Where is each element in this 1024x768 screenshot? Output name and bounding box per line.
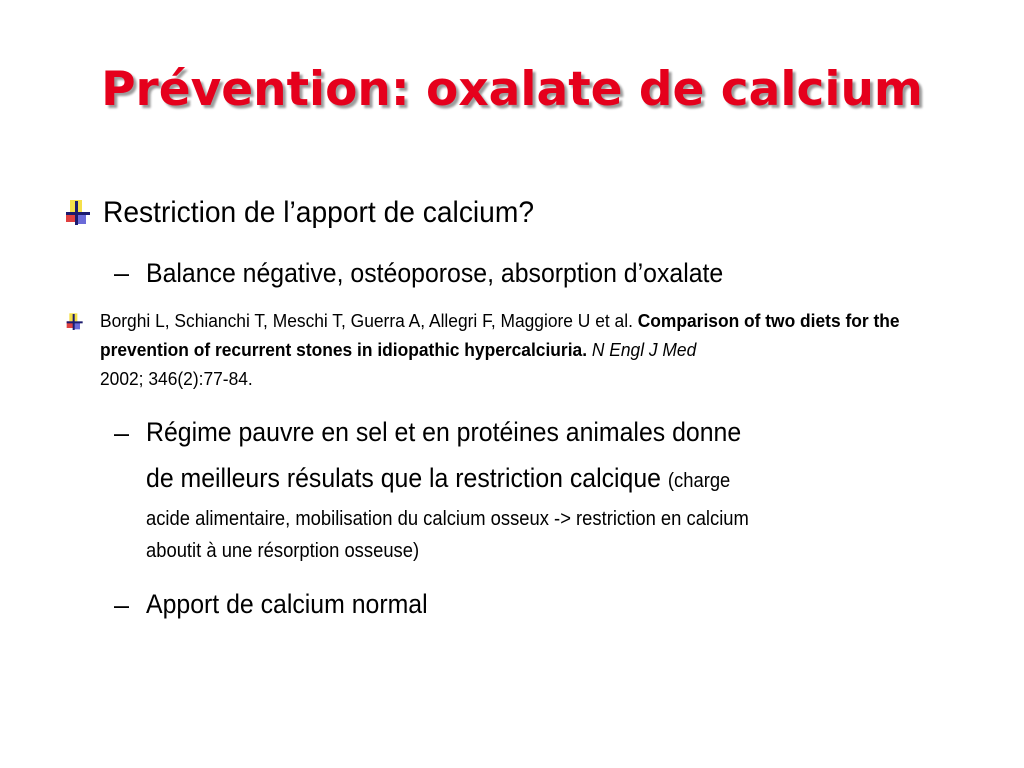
reference-citation	[100, 306, 918, 393]
sub-bullet-regime-text: de meilleurs résulats que la restriction calcique	[146, 463, 661, 493]
sub-bullet-regime-line2	[146, 460, 730, 499]
reference-journal: N Engl J Med	[591, 339, 697, 360]
dash-bullet: –	[114, 418, 130, 448]
slide-title: Prévention: oxalate de calcium	[101, 62, 923, 117]
sub-bullet-regime-note: (charge	[667, 470, 731, 492]
sub-bullet-regime-note-line2: acide alimentaire, mobilisation du calcium osseux -> restriction en calcium	[146, 508, 749, 530]
sub-bullet-regime-note-line3: aboutit à une résorption osseuse)	[146, 540, 420, 562]
reference-year-volume: 2002; 346(2):77-84.	[100, 368, 253, 389]
sub-bullet-apport-normal: Apport de calcium normal	[146, 589, 428, 619]
dash-bullet: –	[114, 590, 130, 620]
bullet-icon	[62, 198, 92, 228]
bullet-restriction-calcium: Restriction de l’apport de calcium?	[103, 196, 535, 229]
bullet-icon	[64, 312, 84, 332]
reference-title: Comparison of two diets for the prevention of recurrent stones in idiopathic hypercalciuria.	[100, 310, 900, 360]
dash-bullet: –	[114, 258, 130, 288]
sub-bullet-regime-line1: Régime pauvre en sel et en protéines animales donne	[146, 417, 742, 447]
sub-bullet-balance: Balance négative, ostéoporose, absorption d’oxalate	[146, 258, 724, 288]
reference-authors: Borghi L, Schianchi T, Meschi T, Guerra A, Allegri F, Maggiore U et al.	[100, 310, 633, 331]
